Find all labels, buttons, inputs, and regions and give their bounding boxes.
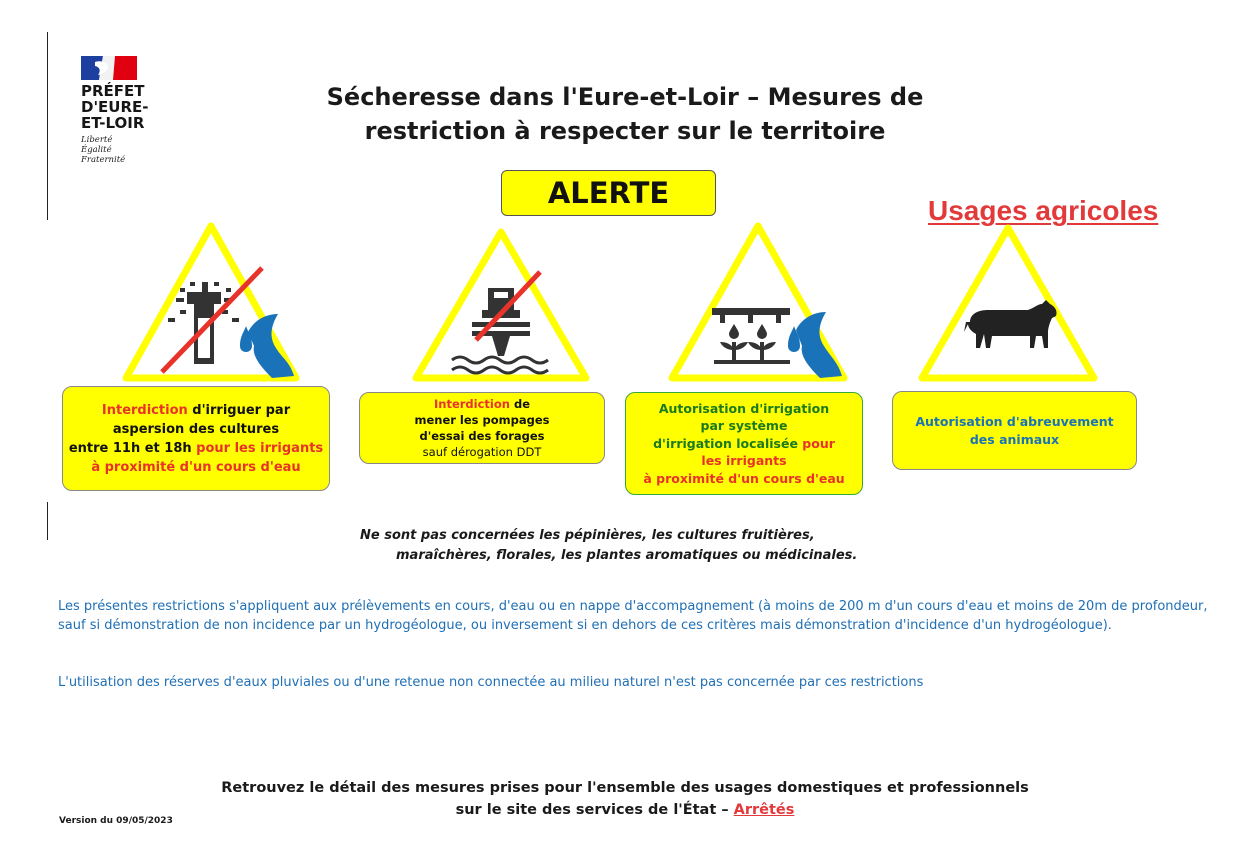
measure-text: Autorisation d'abreuvement des animaux [915, 413, 1114, 447]
measure-box-watering-animals [892, 391, 1137, 470]
margin-line [47, 32, 48, 220]
marianne-flag-icon [81, 56, 137, 80]
version-label: Version du 09/05/2023 [59, 816, 173, 826]
prefecture-logo [81, 56, 201, 165]
exemption-note: Ne sont pas concernées les pépinières, les cultures fruitières, maraîchères, florales, les plantes aromatiques ou médicinales. [360, 528, 858, 563]
rainwater-paragraph: L'utilisation des réserves d'eaux pluviales ou d'une retenue non connectée au milieu naturel n'est pas concernée par ces restrictions [58, 675, 924, 690]
alert-level-badge: ALERTE [501, 170, 716, 216]
sprinkler-prohibited-icon [122, 222, 300, 382]
section-heading: Usages agricoles [928, 195, 1159, 226]
measure-box-drilling [359, 392, 605, 464]
drip-irrigation-icon [668, 222, 848, 382]
footer-info: Retrouvez le détail des mesures prises pour l'ensemble des usages domestiques et professionnels sur le site des services de l'État – Arrêtés [221, 780, 1029, 818]
cattle-icon [918, 224, 1098, 382]
margin-line [47, 502, 48, 540]
measure-box-drip-irrigation [625, 392, 863, 495]
page-title: Sécheresse dans l'Eure-et-Loir – Mesures de restriction à respecter sur le territoire [326, 83, 924, 145]
measure-text: Interdiction d'irriguer par aspersion des cultures entre 11h et 18h pour les irrigants à proximité d'un cours d'eau [68, 402, 324, 475]
restriction-scope-paragraph: Les présentes restrictions s'appliquent aux prélèvements en cours, d'eau ou en nappe d'accompagnement (à moins de 200 m d'un cours d'eau et moins de 20m de profondeur, sauf si démonstration de non incidence par un hydrogéologue, ou inversement si en dehors de ces critères mais démonstration d'incidence d'un hydrogéologue). [58, 599, 1208, 633]
measure-text: Autorisation d'irrigation par système d'irrigation localisée pour les irrigants à proximité d'un cours d'eau [643, 400, 845, 486]
drilling-prohibited-icon [412, 228, 590, 382]
arretes-link[interactable]: Arrêtés [733, 802, 795, 818]
measure-text: Interdiction de mener les pompages d'essai des forages sauf dérogation DDT [414, 397, 550, 459]
prefecture-name: PRÉFET D'EURE- ET-LOIR [81, 82, 149, 132]
republic-motto: Liberté Égalité Fraternité [81, 135, 126, 165]
measure-box-sprinkler [62, 386, 330, 491]
